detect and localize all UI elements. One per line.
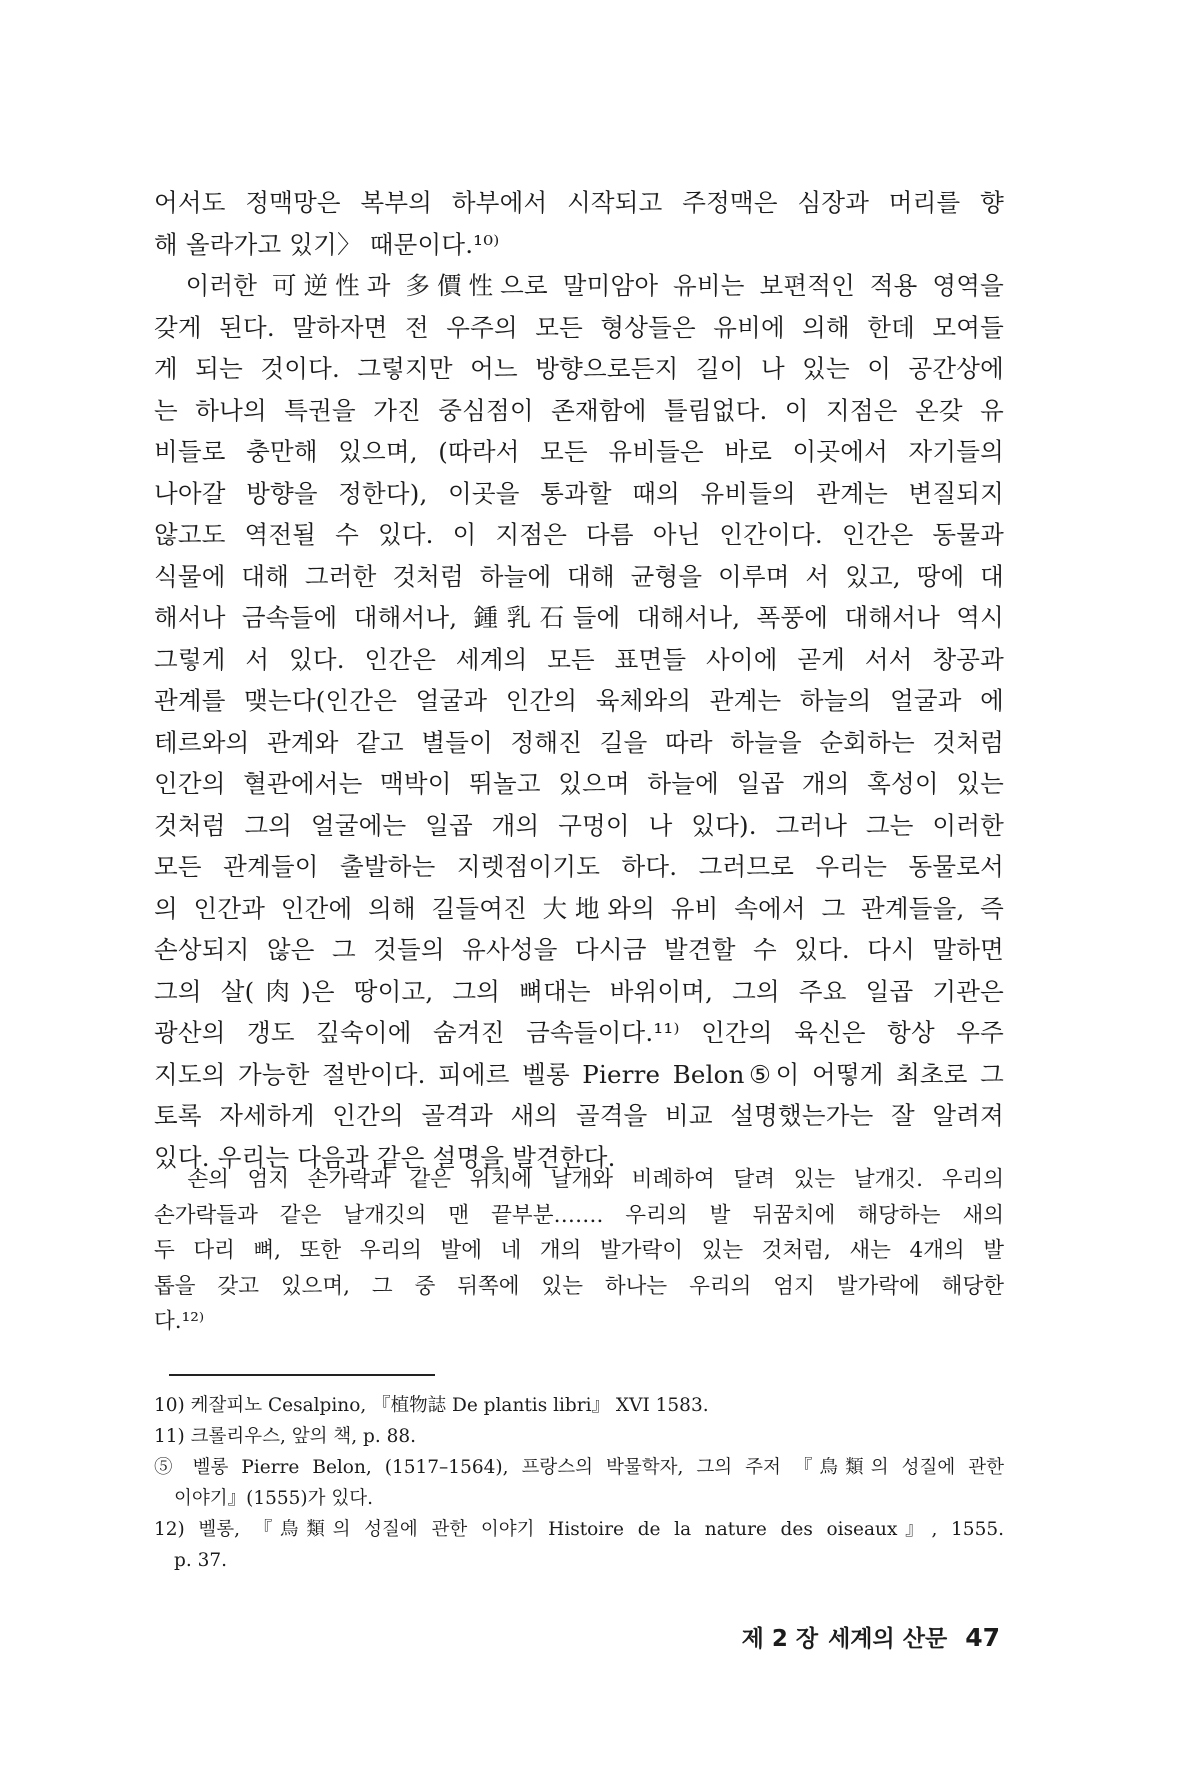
text-line: 인간의 혈관에서는 맥박이 뛰놀고 있으며 하늘에 일곱 개의 혹성이 있는 <box>154 769 1004 798</box>
text-line: 것처럼 그의 얼굴에는 일곱 개의 구멍이 나 있다). 그러나 그는 이러한 <box>154 810 1004 840</box>
text-line: 비들로 충만해 있으며, (따라서 모든 유비들은 바로 이곳에서 자기들의 <box>154 437 1004 466</box>
text-line: 테르와의 관계와 같고 별들이 정해진 길을 따라 하늘을 순회하는 것처럼 <box>154 727 1004 757</box>
footnote-line: ⑤ 벨롱 Pierre Belon, (1517–1564), 프랑스의 박물학자, 그의 주저 『鳥類의 성질에 관한 <box>154 1457 1004 1478</box>
text-line: 이러한 可逆性과 多價性으로 말미암아 유비는 보편적인 적용 영역을 <box>154 271 1004 300</box>
text-line: 않고도 역전될 수 있다. 이 지점은 다름 아닌 인간이다. 인간은 동물과 <box>154 520 1004 549</box>
footnote-line: 10) 케잘피노 Cesalpino, 『植物誌 De plantis libri』 XVI 1583. <box>154 1395 709 1416</box>
text-line: 광산의 갱도 깊숙이에 숨겨진 금속들이다.¹¹⁾ 인간의 육신은 항상 우주 <box>154 1018 1004 1047</box>
text-line: 갖게 된다. 말하자면 전 우주의 모든 형상들은 유비에 의해 한데 모여들 <box>154 312 1004 342</box>
footnote-line: p. 37. <box>174 1550 228 1571</box>
text-line: 식물에 대해 그러한 것처럼 하늘에 대해 균형을 이루며 서 있고, 땅에 대 <box>154 561 1004 591</box>
text-line: 모든 관계들이 출발하는 지렛점이기도 하다. 그러므로 우리는 동물로서 <box>154 852 1004 881</box>
quote-line: 손의 엄지 손가락과 같은 위치에 날개와 비례하여 달려 있는 날개깃. 우리의 <box>154 1167 1004 1192</box>
block-quote <box>154 1162 1004 1340</box>
footnotes <box>154 1390 1004 1576</box>
text-line: 손상되지 않은 그 것들의 유사성을 다시금 발견할 수 있다. 다시 말하면 <box>154 935 1004 964</box>
footnote-line: 11) 크롤리우스, 앞의 책, p. 88. <box>154 1426 417 1447</box>
text-line: 의 인간과 인간에 의해 길들여진 大地와의 유비 속에서 그 관계들을, 즉 <box>154 893 1004 923</box>
text-line: 있다. 우리는 다음과 같은 설명을 발견한다. <box>154 1142 616 1172</box>
text-line: 지도의 가능한 절반이다. 피에르 벨롱 Pierre Belon⑤이 어떻게 최초로 그 <box>154 1059 1004 1089</box>
text-line: 게 되는 것이다. 그렇지만 어느 방향으로든지 길이 나 있는 이 공간상에 <box>154 354 1004 383</box>
quote-line: 두 다리 뼈, 또한 우리의 발에 네 개의 발가락이 있는 것처럼, 새는 4개의 발 <box>154 1238 1004 1263</box>
footnote-line: 12) 벨롱, 『鳥類의 성질에 관한 이야기 Histoire de la nature des oiseaux』, 1555. <box>154 1519 1004 1540</box>
footnote-divider <box>169 1374 435 1376</box>
text-line: 토록 자세하게 인간의 골격과 새의 골격을 비교 설명했는가는 잘 알려져 <box>154 1101 1004 1130</box>
page-number: 47 <box>965 1623 1000 1652</box>
text-line: 나아갈 방향을 정한다), 이곳을 통과할 때의 유비들의 관계는 변질되지 <box>154 478 1004 508</box>
text-line: 해 올라가고 있기〉 때문이다.¹⁰⁾ <box>154 229 500 259</box>
text-line: 해서나 금속들에 대해서나, 鍾乳石들에 대해서나, 폭풍에 대해서나 역시 <box>154 603 1004 632</box>
quote-line: 톱을 갖고 있으며, 그 중 뒤쪽에 있는 하나는 우리의 엄지 발가락에 해당한 <box>154 1273 1004 1299</box>
quote-line: 손가락들과 같은 날개깃의 맨 끝부분……. 우리의 발 뒤꿈치에 해당하는 새의 <box>154 1202 1004 1228</box>
text-line: 관계를 맺는다(인간은 얼굴과 인간의 육체와의 관계는 하늘의 얼굴과 에 <box>154 686 1004 715</box>
text-line: 그의 살(肉)은 땅이고, 그의 뼈대는 바위이며, 그의 주요 일곱 기관은 <box>154 976 1004 1006</box>
quote-line: 다.¹²⁾ <box>154 1309 205 1334</box>
chapter-label: 제 2 장 <box>741 1626 819 1652</box>
footnote-line: 이야기』(1555)가 있다. <box>174 1488 374 1509</box>
chapter-title: 세계의 산문 <box>828 1626 948 1652</box>
text-line: 그렇게 서 있다. 인간은 세계의 모든 표면들 사이에 곧게 서서 창공과 <box>154 644 1004 674</box>
text-line: 어서도 정맥망은 복부의 하부에서 시작되고 주정맥은 심장과 머리를 향 <box>154 188 1004 217</box>
main-text <box>154 182 1004 1178</box>
text-line: 는 하나의 특권을 가진 중심점이 존재함에 틀림없다. 이 지점은 온갖 유 <box>154 395 1004 425</box>
running-footer <box>732 1620 1000 1653</box>
